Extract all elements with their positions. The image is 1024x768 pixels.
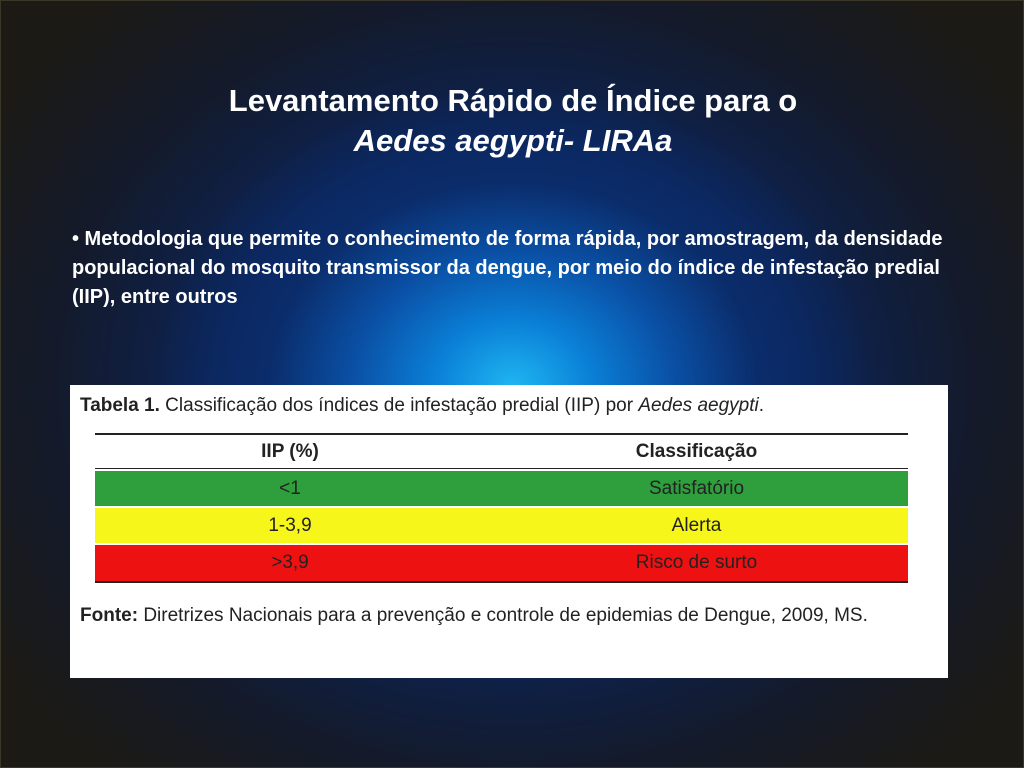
table-row-satisfatorio bbox=[95, 469, 908, 506]
table-source bbox=[80, 603, 940, 628]
cell-classificacao: Risco de surto bbox=[635, 552, 758, 573]
table-caption bbox=[80, 395, 764, 417]
source-label: Fonte: bbox=[80, 605, 139, 626]
header-iip: IIP (%) bbox=[261, 440, 319, 462]
table-header-row bbox=[95, 435, 908, 469]
bullet-text: • Metodologia que permite o conhecimento de forma rápida, por amostragem, da densidade populacional do mosquito transmissor da dengue, por meio do índice de infestação predial (IIP), entre outros bbox=[72, 228, 943, 308]
table-image-panel bbox=[70, 385, 948, 678]
caption-label: Tabela 1. bbox=[80, 395, 160, 416]
slide-title bbox=[1, 81, 1024, 161]
cell-iip: >3,9 bbox=[271, 552, 309, 573]
caption-end: . bbox=[758, 395, 765, 416]
caption-species: Aedes aegypti bbox=[638, 395, 759, 416]
table-row-alerta bbox=[95, 506, 908, 543]
table-row-risco bbox=[95, 543, 908, 583]
cell-iip: 1-3,9 bbox=[268, 514, 312, 536]
classification-table bbox=[95, 433, 908, 583]
title-line-1: Levantamento Rápido de Índice para o bbox=[228, 83, 798, 118]
source-text: Diretrizes Nacionais para a prevenção e controle de epidemias de Dengue, 2009, MS. bbox=[138, 605, 868, 626]
caption-text: Classificação dos índices de infestação predial (IIP) por bbox=[159, 395, 639, 416]
title-line-2: Aedes aegypti- LIRAa bbox=[353, 123, 673, 158]
header-classificacao: Classificação bbox=[635, 440, 758, 462]
cell-classificacao: Alerta bbox=[671, 514, 722, 536]
cell-iip: <1 bbox=[279, 477, 301, 499]
cell-classificacao: Satisfatório bbox=[648, 477, 745, 499]
